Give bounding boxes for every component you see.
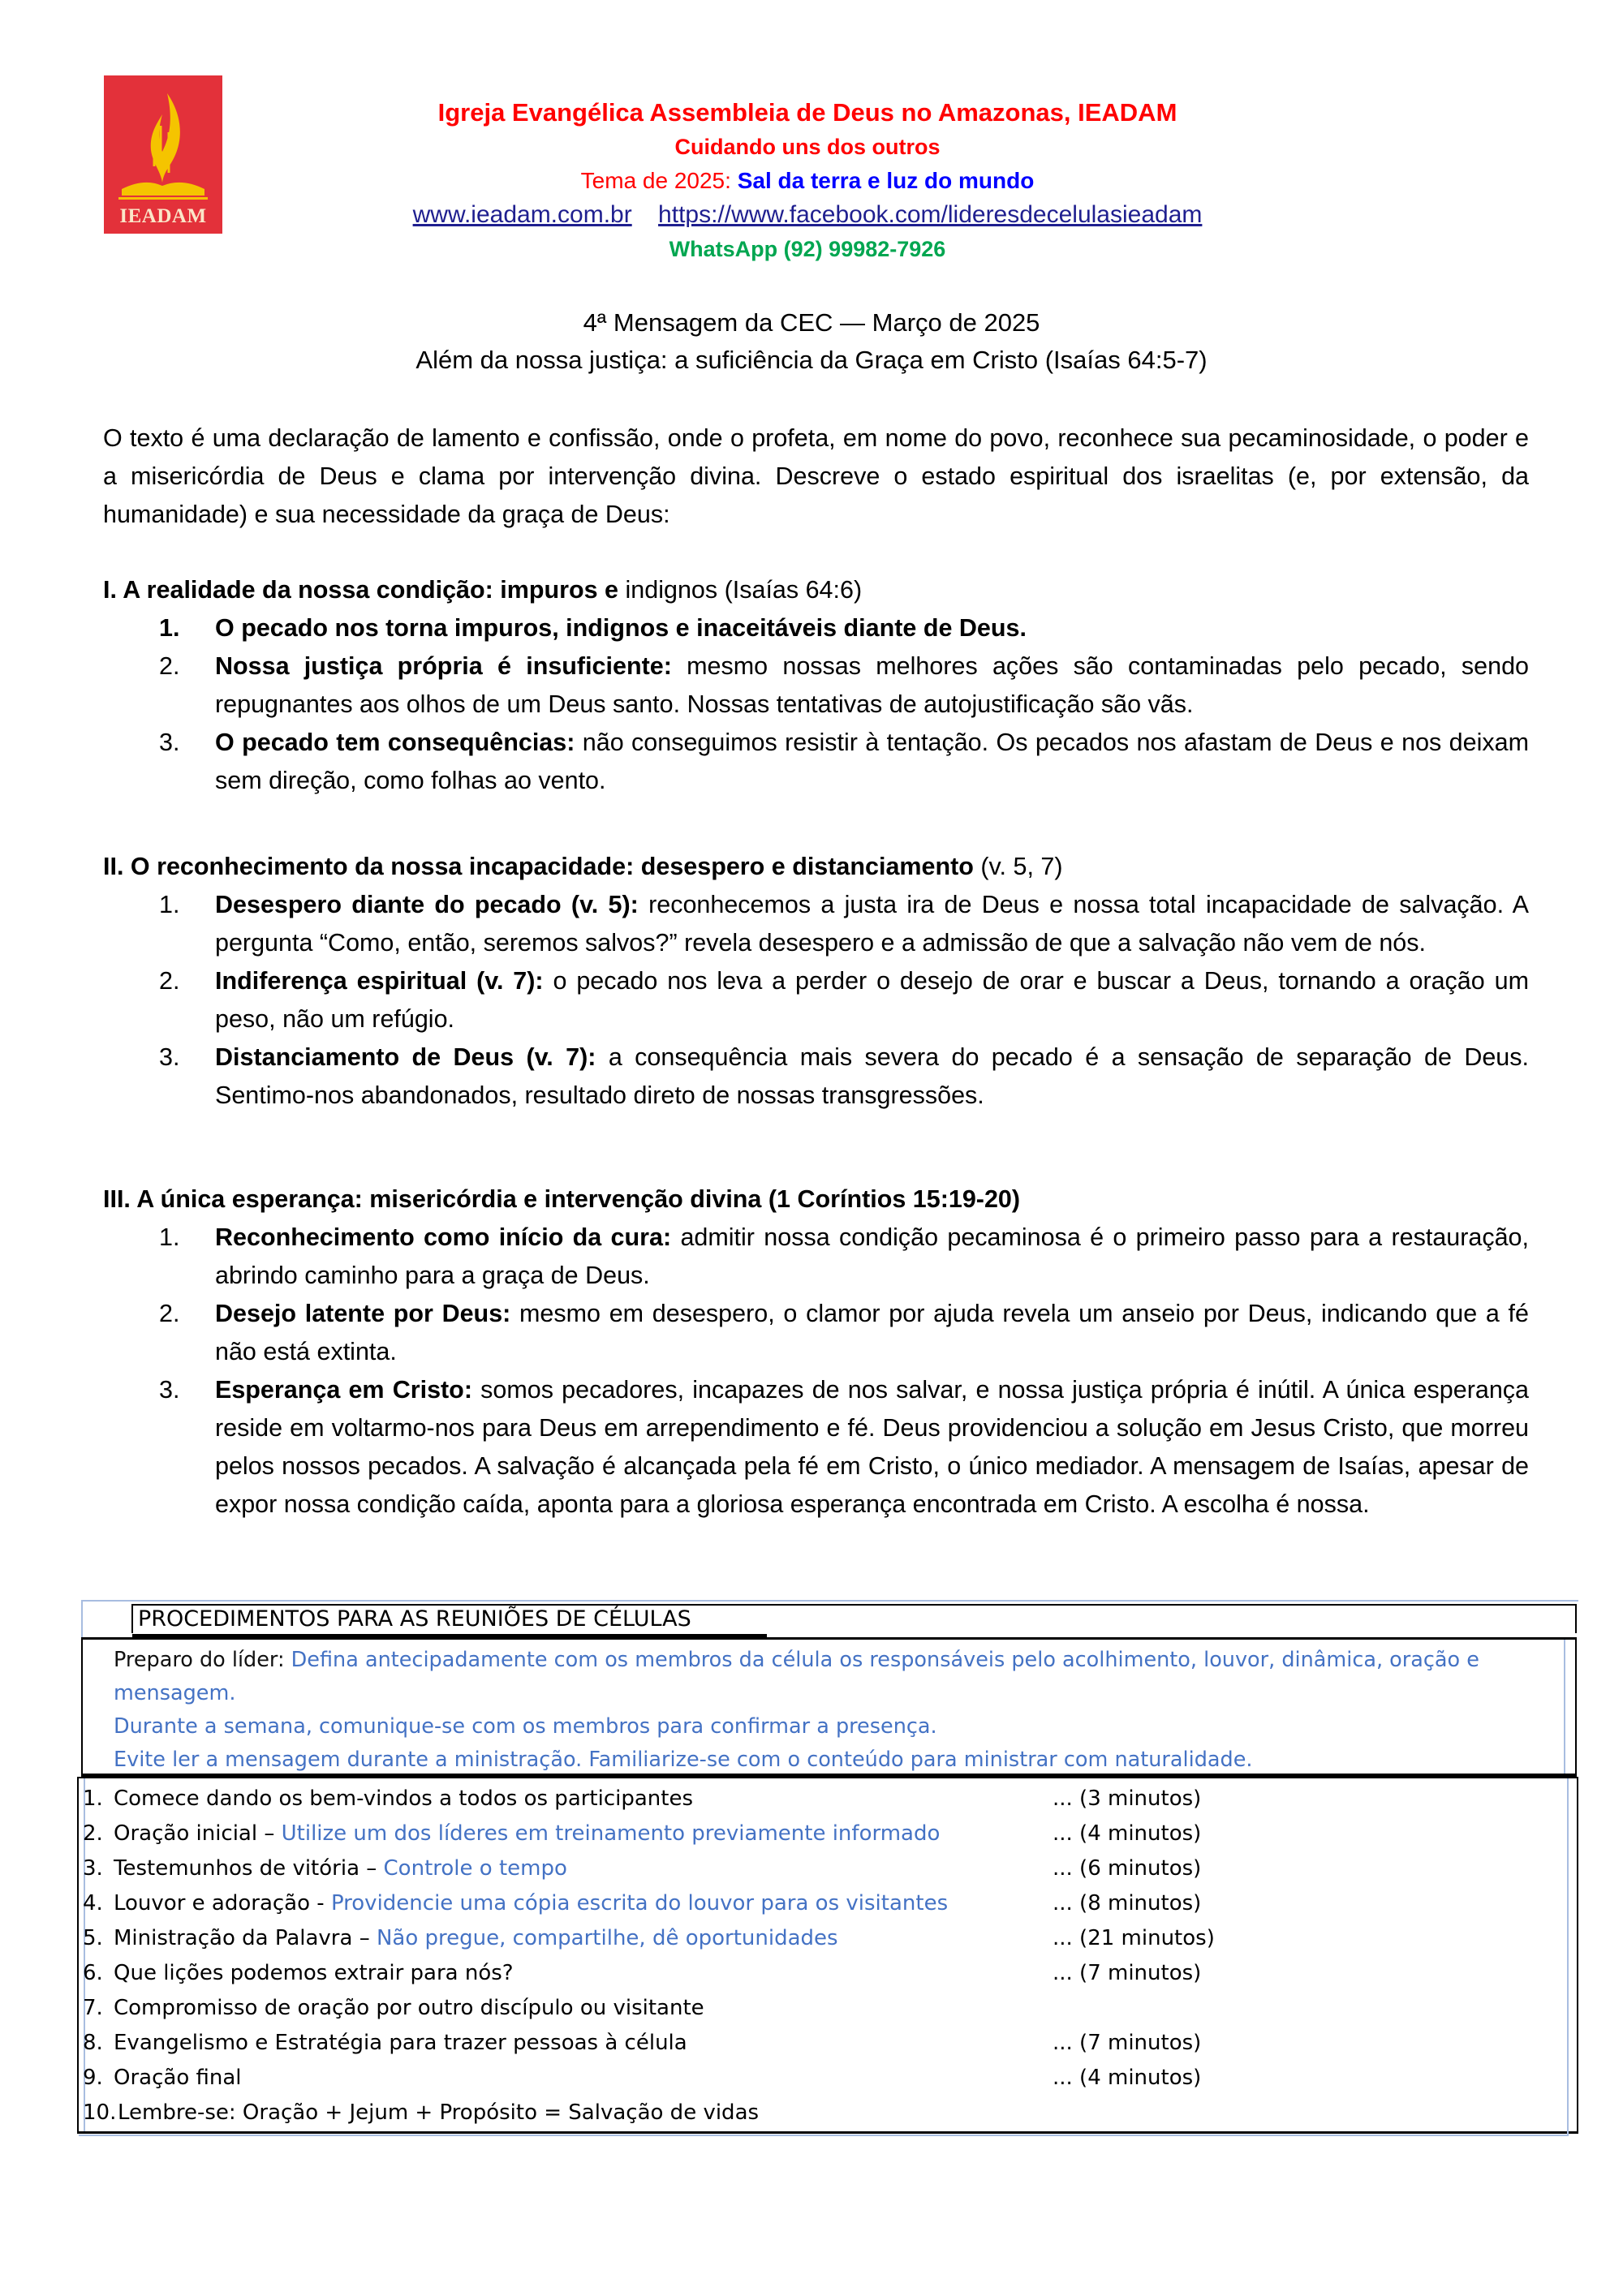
step-duration: ... (3 minutos) bbox=[1053, 1786, 1202, 1811]
list-item bbox=[159, 609, 1529, 647]
item-bold: Desejo latente por Deus: bbox=[215, 1300, 511, 1327]
step-row bbox=[83, 2061, 1543, 2096]
step-duration: ... (4 minutos) bbox=[1053, 1821, 1202, 1846]
list-item bbox=[159, 962, 1529, 1038]
theme-value: Sal da terra e luz do mundo bbox=[737, 168, 1035, 193]
step-row bbox=[83, 1886, 1543, 1921]
item-text: a consequência mais severa do pecado é a sensação de separação de Deus. Sentimo-nos abandonados, resultado direto de nossas transgressões. bbox=[215, 1043, 1529, 1109]
step-hint: Não pregue, compartilhe, dê oportunidades bbox=[376, 1926, 838, 1950]
prep-instruction-2: Durante a semana, comunique-se com os membros para confirmar a presença. bbox=[114, 1714, 937, 1739]
church-header bbox=[268, 96, 1347, 266]
step-row bbox=[83, 1921, 1543, 1956]
message-title bbox=[81, 304, 1542, 379]
item-text: admitir nossa condição pecaminosa é o primeiro passo para a restauração, abrindo caminho para a graça de Deus. bbox=[215, 1223, 1529, 1289]
logo-text: IEADAM bbox=[119, 205, 207, 227]
item-number: 2. bbox=[159, 652, 180, 680]
section-heading bbox=[103, 571, 1529, 609]
step-hint: Utilize um dos líderes em treinamento previamente informado bbox=[281, 1821, 941, 1846]
item-number: 2. bbox=[159, 1300, 180, 1327]
list-item bbox=[159, 1371, 1529, 1524]
step-duration: ... (8 minutos) bbox=[1053, 1891, 1202, 1915]
section-heading bbox=[103, 1180, 1529, 1219]
heading-normal: indignos (Isaías 64:6) bbox=[618, 576, 863, 604]
step-label: Testemunhos de vitória – bbox=[114, 1856, 384, 1881]
step-duration: ... (4 minutos) bbox=[1053, 2066, 1202, 2090]
step-row bbox=[83, 1956, 1543, 1991]
message-subtitle: Além da nossa justiça: a suficiência da Graça em Cristo (Isaías 64:5-7) bbox=[415, 346, 1208, 374]
heading-bold: II. O reconhecimento da nossa incapacidade: desespero e distanciamento bbox=[103, 853, 974, 880]
step-label: Que lições podemos extrair para nós? bbox=[114, 1961, 514, 1985]
step-number: 7. bbox=[83, 1996, 103, 2020]
step-row bbox=[83, 2096, 1543, 2130]
ieadam-logo bbox=[104, 75, 222, 234]
step-label: Oração final bbox=[114, 2066, 242, 2090]
step-number: 8. bbox=[83, 2031, 103, 2055]
item-bold: O pecado nos torna impuros, indignos e inaceitáveis diante de Deus. bbox=[215, 614, 1027, 642]
list-item bbox=[159, 886, 1529, 962]
item-number: 3. bbox=[159, 1043, 180, 1071]
step-row bbox=[83, 1817, 1543, 1851]
list-item bbox=[159, 724, 1529, 800]
section-list bbox=[159, 1219, 1529, 1524]
step-duration: ... (7 minutos) bbox=[1053, 2031, 1202, 2055]
box-border-decoration bbox=[81, 1600, 1578, 1602]
list-item bbox=[159, 1295, 1529, 1371]
item-text: somos pecadores, incapazes de nos salvar, e nossa justiça própria é inútil. A única esperança reside em voltarmo-nos para Deus em arrependimento e fé. Deus providenciou a solução em Jesus Cristo, que morreu pelos nossos pecados. A salvação é alcançada pela fé em Cristo, o único mediador. A mensagem de Isaías, apesar de expor nossa condição caída, aponta para a gloriosa esperança encontrada em Cristo. A escolha é nossa. bbox=[215, 1376, 1530, 1518]
list-item bbox=[159, 647, 1529, 724]
step-label: Lembre-se: Oração + Jejum + Propósito = Salvação de vidas bbox=[118, 2100, 760, 2125]
step-number: 3. bbox=[83, 1856, 103, 1881]
step-number: 1. bbox=[83, 1786, 103, 1811]
item-number: 1. bbox=[159, 891, 180, 918]
item-number: 2. bbox=[159, 967, 180, 995]
item-text: mesmo nossas melhores ações são contaminadas pelo pecado, sendo repugnantes aos olhos de um Deus santo. Nossas tentativas de autojustificação são vãs. bbox=[215, 652, 1529, 718]
theme-label: Tema de 2025: bbox=[580, 168, 731, 193]
item-bold: O pecado tem consequências: bbox=[215, 729, 575, 756]
step-hint: Providencie uma cópia escrita do louvor para os visitantes bbox=[330, 1891, 949, 1915]
section-3 bbox=[103, 1180, 1529, 1524]
meeting-steps-list bbox=[83, 1782, 1543, 2130]
item-bold: Indiferença espiritual (v. 7): bbox=[215, 967, 544, 995]
item-number: 3. bbox=[159, 729, 180, 756]
procedures-title: PROCEDIMENTOS PARA AS REUNIÕES DE CÉLULAS bbox=[138, 1606, 691, 1632]
step-number: 9. bbox=[83, 2066, 103, 2090]
item-number: 1. bbox=[159, 1223, 180, 1251]
list-item bbox=[159, 1219, 1529, 1295]
website-link[interactable]: www.ieadam.com.br bbox=[412, 201, 632, 228]
step-label: Louvor e adoração - bbox=[114, 1891, 331, 1915]
item-bold: Reconhecimento como início da cura: bbox=[215, 1223, 672, 1251]
flame-bible-icon bbox=[104, 75, 222, 205]
heading-bold: III. A única esperança: misericórdia e intervenção divina (1 Coríntios 15:19-20) bbox=[103, 1185, 1021, 1213]
step-duration: ... (21 minutos) bbox=[1053, 1926, 1215, 1950]
step-duration: ... (6 minutos) bbox=[1053, 1856, 1202, 1881]
step-number: 6. bbox=[83, 1961, 103, 1985]
box-border-decoration bbox=[79, 2135, 1569, 2136]
heading-normal: (v. 5, 7) bbox=[973, 853, 1063, 880]
step-hint: Controle o tempo bbox=[383, 1856, 567, 1881]
prep-instruction: Defina antecipadamente com os membros da célula os responsáveis pelo acolhimento, louvor, dinâmica, oração e mensagem. bbox=[114, 1648, 1479, 1705]
step-row bbox=[83, 1991, 1543, 2026]
links-line bbox=[268, 198, 1347, 232]
item-bold: Distanciamento de Deus (v. 7): bbox=[215, 1043, 596, 1071]
box-border-decoration bbox=[81, 1600, 83, 1640]
step-label: Comece dando os bem-vindos a todos os participantes bbox=[114, 1786, 694, 1811]
section-heading bbox=[103, 848, 1529, 886]
section-list bbox=[159, 886, 1529, 1115]
section-list bbox=[159, 609, 1529, 800]
message-number: 4ª Mensagem da CEC — Março de 2025 bbox=[583, 308, 1040, 337]
item-number: 3. bbox=[159, 1376, 180, 1404]
prep-label: Preparo do líder: bbox=[114, 1648, 285, 1672]
facebook-link[interactable]: https://www.facebook.com/lideresdecelulasieadam bbox=[658, 201, 1203, 228]
step-number: 5. bbox=[83, 1926, 103, 1950]
step-row bbox=[83, 1851, 1543, 1886]
prep-instruction-3: Evite ler a mensagem durante a ministração. Familiarize-se com o conteúdo para ministrar com naturalidade. bbox=[114, 1748, 1253, 1772]
theme-line bbox=[268, 164, 1347, 198]
item-number: 1. bbox=[159, 614, 180, 642]
item-text: mesmo em desespero, o clamor por ajuda revela um anseio por Deus, indicando que a fé não está extinta. bbox=[215, 1300, 1529, 1365]
org-name: Igreja Evangélica Assembleia de Deus no Amazonas, IEADAM bbox=[437, 98, 1177, 127]
heading-bold: I. A realidade da nossa condição: impuros e bbox=[103, 576, 619, 604]
intro-paragraph: O texto é uma declaração de lamento e confissão, onde o profeta, em nome do povo, reconhece sua pecaminosidade, o poder e a misericórdia de Deus e clama por intervenção divina. Descreve o estado espiritual dos israelitas (e, por extensão, da humanidade) e sua necessidade da graça de Deus: bbox=[103, 424, 1529, 528]
item-text: reconhecemos a justa ira de Deus e nossa total incapacidade de salvação. A pergunta “Como, então, seremos salvos?” revela desespero e a admissão de que a salvação não vem de nós. bbox=[215, 891, 1529, 957]
step-label: Evangelismo e Estratégia para trazer pessoas à célula bbox=[114, 2031, 687, 2055]
step-row bbox=[83, 1782, 1543, 1817]
step-label: Oração inicial – bbox=[114, 1821, 282, 1846]
item-bold: Desespero diante do pecado (v. 5): bbox=[215, 891, 639, 918]
item-text: não conseguimos resistir à tentação. Os pecados nos afastam de Deus e nos deixam sem direção, como folhas ao vento. bbox=[215, 729, 1529, 794]
step-number: 4. bbox=[83, 1891, 103, 1915]
box-border-decoration bbox=[1567, 1778, 1569, 2135]
step-number: 10. bbox=[83, 2100, 117, 2125]
leader-prep-text bbox=[114, 1644, 1574, 1777]
whatsapp-contact: WhatsApp (92) 99982-7926 bbox=[669, 237, 946, 261]
step-number: 2. bbox=[83, 1821, 103, 1846]
list-item bbox=[159, 1038, 1529, 1115]
step-label: Compromisso de oração por outro discípulo ou visitante bbox=[114, 1996, 704, 2020]
section-1 bbox=[103, 571, 1529, 800]
motto: Cuidando uns dos outros bbox=[674, 135, 941, 159]
section-2 bbox=[103, 848, 1529, 1115]
item-text: o pecado nos leva a perder o desejo de orar e buscar a Deus, tornando a oração um peso, não um refúgio. bbox=[215, 967, 1529, 1033]
item-bold: Esperança em Cristo: bbox=[215, 1376, 472, 1404]
step-duration: ... (7 minutos) bbox=[1053, 1961, 1202, 1985]
step-label: Ministração da Palavra – bbox=[114, 1926, 377, 1950]
step-row bbox=[83, 2026, 1543, 2061]
item-bold: Nossa justiça própria é insuficiente: bbox=[215, 652, 672, 680]
